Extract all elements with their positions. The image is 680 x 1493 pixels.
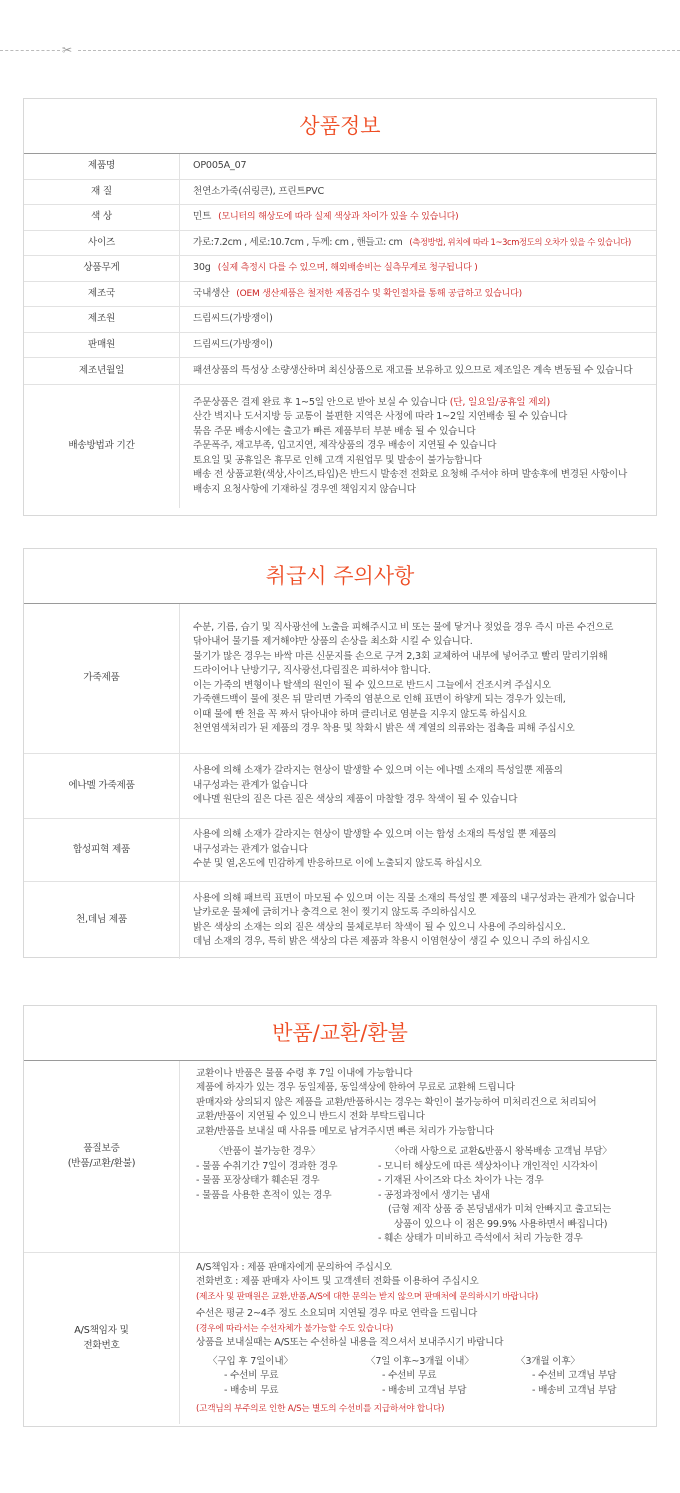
row-value: 드림씨드(가방쟁이) bbox=[180, 307, 657, 333]
returns-section bbox=[23, 1005, 657, 1427]
row-value: 패션상품의 특성상 소량생산하며 최신상품으로 재고를 보유하고 있으므로 제조일은 계속 변동될 수 있습니다 bbox=[180, 358, 657, 385]
row-value: 민트 (모니터의 해상도에 따라 실제 색상과 차이가 있을 수 있습니다) bbox=[180, 205, 657, 231]
row-label: 사이즈 bbox=[24, 230, 180, 256]
table-row bbox=[24, 819, 656, 882]
row-label: 합성피혁 제품 bbox=[24, 819, 180, 882]
row-label: 품질보증 (반품/교환/환불) bbox=[24, 1061, 180, 1253]
row-label: 제조원 bbox=[24, 307, 180, 333]
non-returnable-list: 〈반품이 불가능한 경우〉 - 물품 수취기간 7일이 경과한 경우 - 물품 포장상태가 훼손된 경우 - 물품을 사용한 흔적이 있는 경우 bbox=[196, 1146, 338, 1201]
row-value: 국내생산 (OEM 생산제품은 철저한 제품검수 및 확인절차를 통해 공급하고 있습니다) bbox=[180, 281, 657, 307]
table-row bbox=[24, 281, 656, 307]
row-label: 제조국 bbox=[24, 281, 180, 307]
row-label: 에나멜 가죽제품 bbox=[24, 754, 180, 819]
shipping-text: 주문상품은 결제 완료 후 1~5일 안으로 받아 보실 수 있습니다 (단, 일요일/공휴일 제외) 산간 벽지나 도서지방 등 교통이 불편한 지역은 사정에 따라 1~2일 지연배송 될 수 있습니다 묶음 주문 배송시에는 출고가 빠른 제품부터 부분 배송 될 수 있습니다 주문폭주, 재고부족, 입고지연, 제작상품의 경우 배송이 지연될 수 있습니다 토요일 및 공휴일은 휴무로 인해 고객 지원업무 및 발송이 불가능합니다 배송 전 상품교환(색상,사이즈,타입)은 반드시 발송전 전화로 요청해 주셔야 하며 발송후에 변경된 사항이나 배송지 요청사항에 기재하실 경우엔 책임지지 않습니다 bbox=[193, 396, 628, 495]
table-row bbox=[24, 1061, 656, 1253]
care-section bbox=[23, 548, 657, 958]
row-note: (측정방법, 위치에 따라 1~3cm정도의 오차가 있을 수 있습니다) bbox=[409, 237, 631, 247]
row-label: 재 질 bbox=[24, 179, 180, 205]
row-value: 가로:7.2cm , 세로:10.7cm , 두께: cm , 핸들고: cm (측정방법, 위치에 따라 1~3cm정도의 오차가 있을 수 있습니다) bbox=[180, 230, 657, 256]
customer-paid-list: 〈아래 사항으로 교환&반품시 왕복배송 고객님 부담〉 - 모니터 해상도에 따른 색상차이나 개인적인 시각차이 - 기재된 사이즈와 다소 차이가 나는 경우 - 공정과정에서 생기는 냄새 (급형 제작 상품 중 본딩냄새가 미쳐 안빠지고 출고되는 상품이 있으나 이 점은 99.9% 사용하면서 빠집니다) - 훼손 상태가 미비하고 즉석에서 처리 가능한 경우 bbox=[378, 1146, 612, 1244]
row-value: 30g (실제 측정시 다를 수 있으며, 해외배송비는 실측무게로 청구됩니다 ) bbox=[180, 256, 657, 282]
table-row bbox=[24, 256, 656, 282]
row-value: 교환이나 반품은 물품 수령 후 7일 이내에 가능합니다 제품에 하자가 있는 경우 동일제품, 동일색상에 한하여 무료로 교환해 드립니다 판매자와 상의되지 않은 제품을 교환/반품하시는 경우는 확인이 불가능하여 미처리건으로 처리되어 교환/반품이 지연될 수 있으니 반드시 전화 부탁드립니다 교환/반품을 보내실 때 사유를 메모로 남겨주시면 빠른 처리가 가능합니다 〈반품이 불가능한 경우〉 - 물품 수취기간 7일이 경과한 경우 - 물품 포장상태가 훼손된 경우 - 물품을 사용한 흔적이 있는 경우 〈아래 사항으로 교환&반품시 왕복배송 고객님 부담〉 - 모니터 해상도에 따른 색상차이나 개인적인 시각차이 - 기재된 사이즈와 다소 차이가 나는 경우 - 공정과정에서 생기는 냄새 (급형 제작 상품 중 본딩냄새가 미쳐 안빠지고 출고되는 상품이 있으나 이 점은 99.9% 사용하면서 빠집니다) - 훼손 상태가 미비하고 즉석에서 처리 가능한 경우 bbox=[180, 1061, 657, 1253]
row-label: 색 상 bbox=[24, 205, 180, 231]
returns-table bbox=[24, 1061, 656, 1424]
row-label: 천,데님 제품 bbox=[24, 882, 180, 960]
care-table bbox=[24, 604, 656, 959]
scissors-icon: ✂ bbox=[62, 43, 73, 57]
table-row bbox=[24, 332, 656, 358]
row-value: 드림씨드(가방쟁이) bbox=[180, 332, 657, 358]
row-note: (제조사 및 판매원은 교환,반품,A/S에 대한 문의는 받지 않으며 판매처에 문의하시기 바랍니다) bbox=[196, 1291, 538, 1302]
row-label: A/S책임자 및 전화번호 bbox=[24, 1253, 180, 1425]
table-row bbox=[24, 154, 656, 179]
row-value: 사용에 의해 소재가 갈라지는 현상이 발생할 수 있으며 이는 에나멜 소재의 특성일뿐 제품의 내구성과는 관계가 없습니다 에나멜 원단의 짙은 다른 짙은 색상의 제품이 마찰할 경우 착색이 될 수 있습니다 bbox=[180, 754, 657, 819]
table-row bbox=[24, 358, 656, 385]
table-row bbox=[24, 307, 656, 333]
repair-cost-table bbox=[196, 1355, 646, 1399]
row-note: (실제 측정시 다를 수 있으며, 해외배송비는 실측무게로 청구됩니다 ) bbox=[217, 263, 478, 273]
table-row bbox=[24, 754, 656, 819]
repair-period: 〈구입 후 7일이내〉 - 수선비 무료 - 배송비 무료 bbox=[208, 1355, 293, 1396]
row-note: (OEM 생산제품은 철저한 제품검수 및 확인절차를 통해 공급하고 있습니다) bbox=[236, 288, 522, 299]
row-label: 배송방법과 기간 bbox=[24, 385, 180, 509]
row-value: 사용에 의해 패브릭 표면이 마모될 수 있으며 이는 직물 소재의 특성일 뿐 제품의 내구성과는 관계가 없습니다 날카로운 물체에 긁히거나 충격으로 천이 찢기지 않도록 주의하십시오 밝은 색상의 소재는 의외 짙은 색상의 물체로부터 착색이 될 수 있으니 사용에 주의하십시오. 데님 소재의 경우, 특히 밝은 색상의 다른 제품과 착용시 이염현상이 생길 수 있으니 주의 하십시오 bbox=[193, 892, 635, 947]
return-conditions bbox=[196, 1145, 646, 1247]
table-row bbox=[24, 1253, 656, 1425]
row-note: (단, 일요일/공휴일 제외) bbox=[449, 396, 550, 408]
table-row bbox=[24, 882, 656, 960]
product-info-section bbox=[23, 98, 657, 516]
row-value: 사용에 의해 소재가 갈라지는 현상이 발생할 수 있으며 이는 합성 소재의 특성일 뿐 제품의 내구성과는 관계가 없습니다 수분 및 열,온도에 민감하게 반응하므로 이에 노출되지 않도록 하십시오 bbox=[180, 819, 657, 882]
table-row bbox=[24, 179, 656, 205]
section-title: 상품정보 bbox=[24, 99, 656, 154]
row-note: (모니터의 해상도에 따라 실제 색상과 차이가 있을 수 있습니다) bbox=[218, 212, 459, 222]
row-value: OP005A_07 bbox=[180, 154, 657, 179]
repair-period: 〈7일 이후~3개월 이내〉 - 수선비 무료 - 배송비 고객님 부담 bbox=[366, 1355, 474, 1396]
table-row bbox=[24, 385, 656, 509]
section-title: 취급시 주의사항 bbox=[24, 549, 656, 604]
cut-line bbox=[0, 43, 680, 57]
row-label: 판매원 bbox=[24, 332, 180, 358]
row-label: 제조년월일 bbox=[24, 358, 180, 385]
repair-period: 〈3개월 이후〉 - 수선비 고객님 부담 - 배송비 고객님 부담 bbox=[516, 1355, 617, 1396]
row-note: (고객님의 부주의로 인한 A/S는 별도의 수선비를 지급하셔야 합니다) bbox=[196, 1404, 445, 1414]
table-row bbox=[24, 230, 656, 256]
dashed-divider bbox=[0, 50, 60, 51]
row-value: A/S책임자 : 제품 판매자에게 문의하여 주십시오 전화번호 : 제품 판매자 사이트 및 고객센터 전화를 이용하여 주십시오 (제조사 및 판매원은 교환,반품,A/S에 대한 문의는 받지 않으며 판매처에 문의하시기 바랍니다) 수선은 평균 2~4주 정도 소요되며 지연될 경우 따로 연락을 드립니다 (경우에 따라서는 수선자체가 불가능할 수도 있습니다) 상품을 보내실때는 A/S또는 수선하실 내용을 적으셔서 보내주시기 바랍니다 〈구입 후 7일이내〉 - 수선비 무료 - 배송비 무료 〈7일 이후~3개월 이내〉 - 수선비 무료 - 배송비 고객님 부담 〈3개월 이후〉 - 수선비 고객님 부담 - 배송비 고객님 부담 (고객님의 부주의로 인한 A/S는 별도의 수선비를 지급하셔야 합니다) bbox=[180, 1253, 657, 1425]
product-info-table bbox=[24, 154, 656, 508]
row-value: 수분, 기름, 습기 및 직사광선에 노출을 피해주시고 비 또는 물에 닿거나 젖었을 경우 즉시 마른 수건으로 닦아내어 물기를 제거해야만 상품의 손상을 최소화 시킬 수 있습니다. 물기가 많은 경우는 바싹 마른 신문지를 손으로 구겨 2,3회 교체하여 내부에 넣어주고 빨리 말리기위해 드라이어나 난방기구, 직사광선,다림질은 피하셔야 합니다. 이는 가죽의 변형이나 탈색의 원인이 될 수 있으므로 반드시 그늘에서 건조시켜 주십시오 가죽핸드백이 물에 젖은 뒤 말리면 가죽의 염분으로 인해 표면이 하얗게 되는 경우가 있는데, 이때 물에 빤 천을 꼭 짜서 닦아내야 하며 클리너로 염분을 지우지 않도록 하십시요 천연염색처리가 된 제품의 경우 착용 및 착화시 밝은 색 계열의 의류와는 접촉을 피해 주십시오 bbox=[180, 604, 657, 754]
row-label: 가죽제품 bbox=[24, 604, 180, 754]
section-title: 반품/교환/환불 bbox=[24, 1006, 656, 1061]
row-label: 제품명 bbox=[24, 154, 180, 179]
row-label: 상품무게 bbox=[24, 256, 180, 282]
table-row bbox=[24, 205, 656, 231]
row-value: 천연소가죽(쉬링큰), 프린트PVC bbox=[180, 179, 657, 205]
table-row bbox=[24, 604, 656, 754]
dashed-divider bbox=[78, 50, 680, 51]
row-note: (경우에 따라서는 수선자체가 불가능할 수도 있습니다) bbox=[196, 1323, 394, 1334]
